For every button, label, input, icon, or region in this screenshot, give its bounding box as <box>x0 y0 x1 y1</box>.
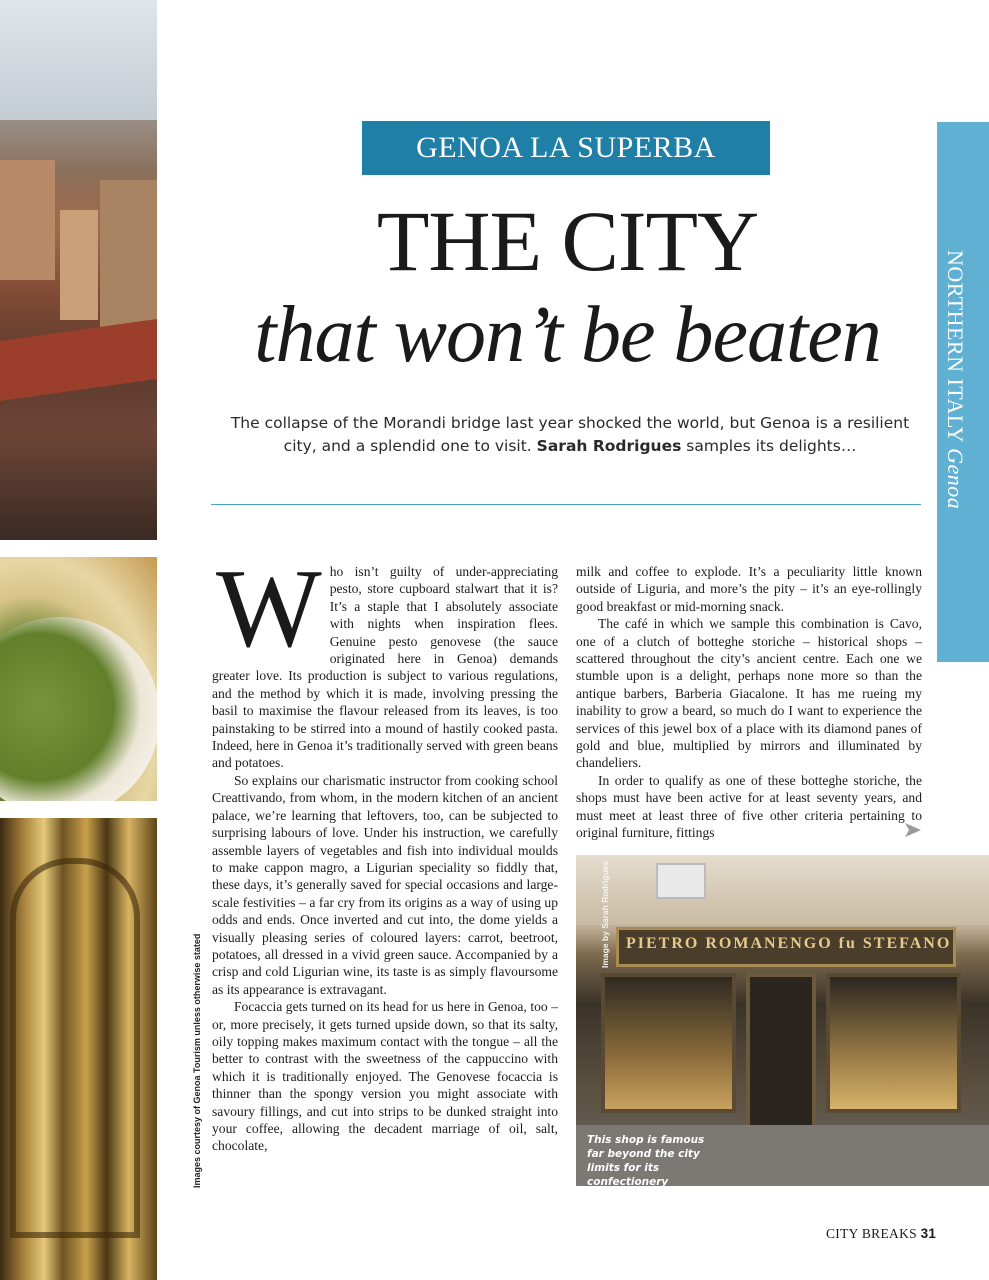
headline-line-1: THE CITY <box>376 193 759 289</box>
cafe-interior-photo <box>0 818 157 1280</box>
section-name: NORTHERN ITALY <box>943 250 968 443</box>
kicker-text: GENOA LA SUPERBA <box>416 131 716 164</box>
continue-arrow-icon <box>905 823 921 837</box>
author-name: Sarah Rodrigues <box>536 437 682 455</box>
headline <box>215 195 920 377</box>
page-number: 31 <box>920 1226 937 1241</box>
section-tab-label <box>942 250 968 509</box>
pesto-pasta-photo <box>0 557 157 801</box>
body-column-left <box>212 547 558 1155</box>
drop-cap: W <box>216 547 322 671</box>
page-folio <box>826 1226 936 1242</box>
paragraph: In order to qualify as one of these botteghe storiche, the shops must have been active for at least seventy years, and must meet at least three of five other criteria pertaining to original furniture, fittings <box>576 772 922 841</box>
magazine-name: CITY BREAKS <box>826 1226 917 1241</box>
divider-rule <box>211 504 921 505</box>
genoa-cityscape-photo <box>0 0 157 540</box>
shop-photo-credit: Image by Sarah Rodrigues <box>600 860 610 968</box>
standfirst-text: The collapse of the Morandi bridge last year shocked the world, but Genoa is a resilient city, and a splendid one to visit. <box>230 414 910 455</box>
body-column-right <box>576 563 922 842</box>
shop-sign: PIETRO ROMANENGO fu STEFANO <box>626 935 952 952</box>
kicker-banner <box>362 121 770 175</box>
paragraph: ho isn’t guilty of under-appreciating pesto, store cupboard stalwart that it is? It’s a staple that I absolutely associate with nights when inspiration flees. Genuine pesto genovese (the sauce originated here in Genoa) demands greater love. Its production is subject to various regulations, and the method by which it is made, involving pressing the basil to maximise the flavour released from its leaves, is too painstaking to be stirred into a mound of hastily cooked pasta. Indeed, here in Genoa it’s traditionally served with green beans and potatoes. <box>212 564 558 771</box>
photo-caption: This shop is famous far beyond the city limits for its confectionery <box>587 1134 705 1188</box>
standfirst-end: samples its delights… <box>681 437 857 455</box>
paragraph: Focaccia gets turned on its head for us here in Genoa, too – or, more precisely, it gets turned upside down, so that its salty, oily topping makes maximum contact with the tongue – all the better to contrast with the sweetness of the cappuccino with which it is traditionally enjoyed. The Genovese focaccia is thinner than the spongy version you might associate with savoury fillings, and cut into strips to be dunked straight into your coffee, allowing the decadent marriage of oil, salt, chocolate, <box>212 999 558 1154</box>
paragraph: milk and coffee to explode. It’s a peculiarity little known outside of Liguria, and more’s the pity – it’s an eye-rollingly good breakfast or mid-morning snack. <box>576 564 922 614</box>
image-credit: Images courtesy of Genoa Tourism unless otherwise stated <box>192 933 202 1188</box>
section-city: Genoa <box>943 448 968 510</box>
paragraph: So explains our charismatic instructor from cooking school Creattivando, from whom, in the modern kitchen of an ancient palace, we’re learning that leftovers, too, can be subjected to surprising labours of love. Under his instruction, we carefully assemble layers of vegetables and fish into individual moulds to make cappon magro, a Ligurian speciality so fiddly that, these days, it’s generally saved for special occasions and large-scale festivities – a far cry from its origins as a way of using up odds and ends. Once inverted and cut into, the dome yields a visually pleasing series of coloured layers: carrot, beetroot, potatoes, all dressed in a vivid green sauce. Accompanied by a crisp and cold Ligurian wine, its taste is as simply flavoursome as its appearance is extravagant. <box>212 772 558 997</box>
headline-line-2: that won’t be beaten <box>254 291 881 379</box>
paragraph: The café in which we sample this combination is Cavo, one of a clutch of botteghe storiche – historical shops – scattered throughout the city’s ancient centre. Each one we stumble upon is a delight, perhaps none more so than the antique barbers, Barberia Giacalone. It has me rueing my inability to grow a beard, so much do I want to experience the services of this jewel box of a place with its diamond panes of gold and blue, multiplied by mirrors and illuminated by chandeliers. <box>576 616 922 771</box>
standfirst <box>225 412 915 458</box>
